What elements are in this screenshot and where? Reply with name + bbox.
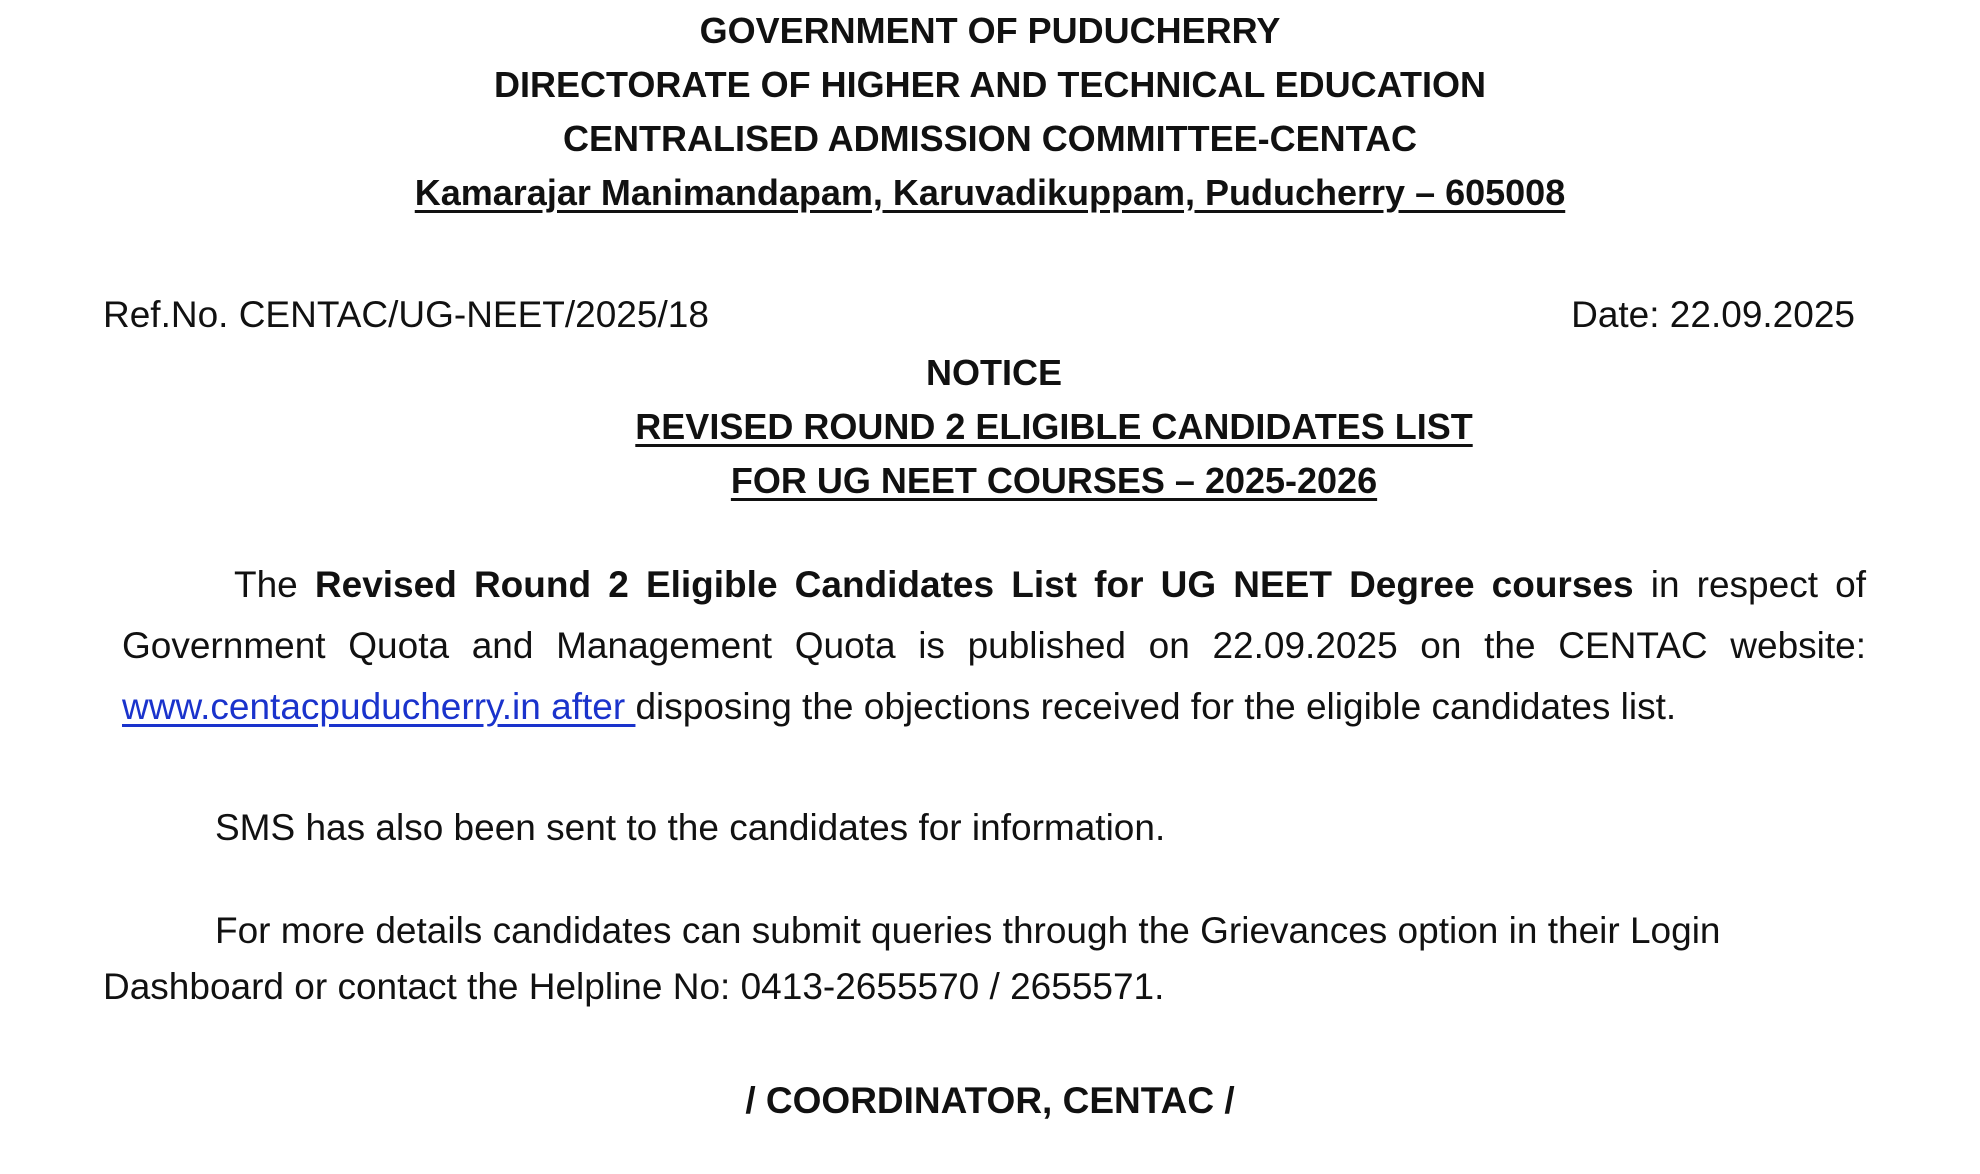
announcement-paragraph — [122, 554, 1866, 737]
notice-title: NOTICE — [925, 352, 1062, 393]
sms-text: SMS has also been sent to the candidates for information. — [215, 807, 1166, 848]
office-address: Kamarajar Manimandapam, Karuvadikuppam, Puducherry – 605008 — [414, 172, 1566, 213]
notice-date: Date: 22.09.2025 — [1571, 294, 1855, 335]
reference-number: Ref.No. CENTAC/UG-NEET/2025/18 — [103, 294, 709, 335]
para1-text-start: The — [234, 564, 315, 605]
coordinator-signoff: / COORDINATOR, CENTAC / — [745, 1080, 1235, 1121]
notice-subtitle-1: REVISED ROUND 2 ELIGIBLE CANDIDATES LIST — [635, 406, 1473, 447]
contact-paragraph — [103, 903, 1893, 1015]
committee-name: CENTRALISED ADMISSION COMMITTEE-CENTAC — [563, 118, 1417, 159]
government-name: GOVERNMENT OF PUDUCHERRY — [699, 10, 1281, 51]
directorate-name: DIRECTORATE OF HIGHER AND TECHNICAL EDUCATION — [493, 64, 1486, 105]
centac-website-link[interactable]: www.centacpuducherry.in after — [122, 686, 636, 727]
contact-text: For more details candidates can submit queries through the Grievances option in their Login Dashboard or contact the Helpline No: 0413-2655570 / 2655571. — [103, 910, 1721, 1007]
para1-bold-text: Revised Round 2 Eligible Candidates List for UG NEET Degree courses — [314, 564, 1634, 605]
signoff — [0, 1074, 1980, 1128]
para1-text-mid: in respect of Government Quota and Management Quota is published on 22.09.2025 on the CENTAC website: — [122, 564, 1866, 666]
para1-text-end: disposing the objections received for the eligible candidates list. — [635, 686, 1677, 727]
notice-subtitle-2: FOR UG NEET COURSES – 2025-2026 — [730, 460, 1378, 501]
notice-heading — [0, 346, 1980, 508]
sms-paragraph — [103, 797, 1893, 858]
letterhead — [0, 4, 1980, 220]
